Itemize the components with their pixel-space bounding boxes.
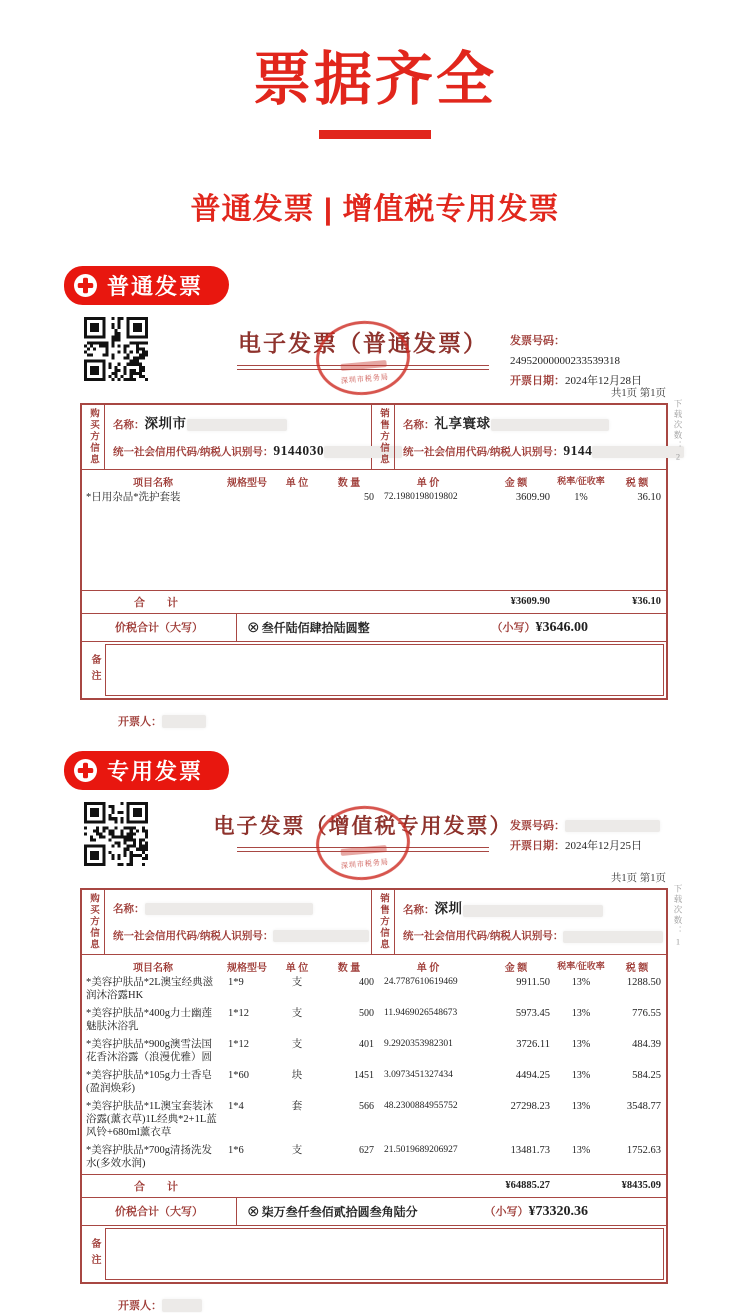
redacted-text [592,446,684,458]
items-rows [84,975,664,1171]
issue-date-line [510,836,668,856]
invoice-special [80,800,683,1313]
item-row: *美容护肤品*900g澳雪法国花香沐浴露（浪漫优雅）圆 1*12 支 401 9.2920353982301 3726.11 13% 484.39 [86,1038,661,1063]
grand-total-number: ¥3646.00 [535,619,588,635]
redacted-text [563,931,663,943]
items-header [84,472,664,490]
redacted-text [145,903,313,915]
invoice-ordinary [80,315,683,729]
total-row [82,1174,666,1197]
redacted-text [162,715,206,728]
page-count: 共1页 第1页 [610,873,666,884]
redacted-text [463,905,603,917]
badge-ordinary-invoice[interactable] [64,266,229,305]
buyer-name: 深圳市 [144,415,187,431]
total-label: 合 计 [134,1180,178,1193]
total-label: 合 计 [134,596,178,609]
qr-code [84,802,148,866]
column-header: 单 位 [285,477,309,489]
column-header: 规格型号 [227,477,267,489]
item-row: *美容护肤品*1L澳宝套装沐浴露(薰衣草)1L经典*2+1L蓝风铃+680ml薰衣草 1*4 套 566 48.2300884955752 27298.23 13% 3548.77 [86,1100,661,1138]
badge-label: 专用发票 [107,759,204,784]
download-count-note: 下载次数：1 [673,884,683,949]
issue-date-label: 开票日期： [510,840,565,852]
plus-icon [74,759,97,782]
item-row: *日用杂品*洗护套装 50 72.1980198019802 3609.90 1% 36.10 [86,491,661,503]
invoice-body [80,403,668,700]
column-header: 税 额 [625,477,649,489]
remarks-label: 备注 [89,1237,100,1270]
grand-total-label: 价税合计（大写） [82,1198,237,1225]
grand-total-number: ¥73320.36 [528,1203,588,1219]
remarks-content [105,1228,664,1280]
tax-id-label: 统一社会信用代码/纳税人识别号： [113,446,274,458]
invoice-title: 电子发票（普通发票） [238,331,488,356]
seller-name: 深圳 [434,901,463,917]
badge-label: 普通发票 [107,274,204,299]
name-label: 名称： [403,419,435,431]
items-table [82,955,666,1171]
column-header: 金 额 [504,477,528,489]
items-header [84,957,664,975]
page-count: 共1页 第1页 [610,388,666,399]
total-amount: ¥64885.27 [505,1179,550,1191]
buyer-info [105,405,372,469]
column-header: 项目名称 [133,962,173,974]
invoice-number-line [510,331,668,371]
name-label: 名称： [113,419,145,431]
issuer-line [118,1297,668,1313]
column-header: 单 位 [285,962,309,974]
buyer-info [105,890,372,954]
redacted-text [273,930,369,942]
remarks-row [82,1226,666,1282]
seller-info-label: 销售方信息 [372,890,395,954]
column-header: 单 价 [416,477,440,489]
page-title: 票据齐全 [252,47,497,112]
remarks-content [105,644,664,696]
stamp-text: 深圳市税务局 [340,372,390,385]
stamp-smudge [340,360,386,371]
column-header: 规格型号 [227,962,267,974]
invoice-number-label: 发票号码： [510,335,565,347]
issue-date-label: 开票日期： [510,375,565,387]
circled-x-icon: ⊗ [247,619,260,636]
total-row [82,590,666,613]
tax-id-label: 统一社会信用代码/纳税人识别号： [403,931,564,943]
item-row: *美容护肤品*105g力士香皂(盈润焕彩) 1*60 块 1451 3.0973451327434 4494.25 13% 584.25 [86,1069,661,1094]
seller-name: 礼享寰球 [434,415,491,431]
remarks-row [82,642,666,698]
seller-info [395,890,671,954]
grand-total-row [82,1197,666,1226]
stamp-smudge [340,845,386,856]
invoice-number-line [510,816,668,836]
buyer-info-label: 购买方信息 [82,405,105,469]
column-header: 金 额 [504,962,528,974]
small-write-label: （小写） [484,1205,529,1218]
grand-total-label: 价税合计（大写） [82,614,237,641]
grand-total-row [82,613,666,642]
name-label: 名称： [403,905,435,917]
issue-date-value: 2024年12月25日 [565,840,642,852]
qr-code [84,317,148,381]
badge-special-invoice[interactable] [64,751,229,790]
issuer-line [118,713,668,729]
buyer-tax-id: 9144030 [273,442,325,458]
redacted-text [187,419,287,431]
column-header: 数 量 [337,477,361,489]
column-header: 税 额 [625,962,649,974]
item-row: *美容护肤品*700g清扬洗发水(多效水润) 1*6 支 627 21.5019689206927 13481.73 13% 1752.63 [86,1144,661,1169]
issuer-label: 开票人： [118,715,162,728]
party-row [82,405,666,470]
invoice-header [80,315,668,387]
column-header: 税率/征收率 [557,475,605,486]
total-tax: ¥8435.09 [621,1179,661,1191]
invoice-header [80,800,668,868]
download-count-note: 下载次数：2 [673,399,683,464]
redacted-text [491,419,609,431]
column-header: 项目名称 [133,477,173,489]
items-table [82,470,666,590]
issuer-label: 开票人： [118,1299,162,1312]
seller-info-label: 销售方信息 [372,405,395,469]
stamp-text: 深圳市税务局 [340,857,390,870]
invoice-body [80,888,668,1284]
invoice-title: 电子发票（增值税专用发票） [213,814,513,838]
column-header: 单 价 [416,962,440,974]
remarks-label: 备注 [89,653,100,686]
item-row: *美容护肤品*400g力士幽莲魅肤沐浴乳 1*12 支 500 11.9469026548673 5973.45 13% 776.55 [86,1007,661,1032]
item-row: *美容护肤品*2L澳宝经典滋润沐浴露HK 1*9 支 400 24.7787610619469 9911.50 13% 1288.50 [86,976,661,1001]
title-divider [319,130,431,139]
redacted-text [565,820,660,832]
small-write-label: （小写） [491,621,536,634]
items-rows [84,490,664,505]
column-header: 税率/征收率 [557,960,605,971]
seller-info [395,405,692,469]
name-label: 名称： [113,903,145,915]
seller-tax-id: 9144 [563,442,593,458]
total-tax: ¥36.10 [632,595,661,607]
invoice-number-value: 24952000000233539318 [510,355,620,367]
party-row [82,890,666,955]
issue-date-line [510,371,668,391]
circled-x-icon: ⊗ [247,1203,260,1220]
buyer-info-label: 购买方信息 [82,890,105,954]
column-header: 数 量 [337,962,361,974]
tax-id-label: 统一社会信用代码/纳税人识别号： [403,446,564,458]
grand-total-words: 柒万叁仟叁佰贰拾圆叁角陆分 [261,1204,418,1219]
tax-id-label: 统一社会信用代码/纳税人识别号： [113,930,274,942]
redacted-text [162,1299,202,1312]
grand-total-words: 叁仟陆佰肆拾陆圆整 [261,620,370,635]
page-subtitle: 普通发票 | 增值税专用发票 [190,193,560,226]
invoice-number-label: 发票号码： [510,820,565,832]
plus-icon [74,274,97,297]
total-amount: ¥3609.90 [510,595,550,607]
issue-date-value: 2024年12月28日 [565,375,642,387]
